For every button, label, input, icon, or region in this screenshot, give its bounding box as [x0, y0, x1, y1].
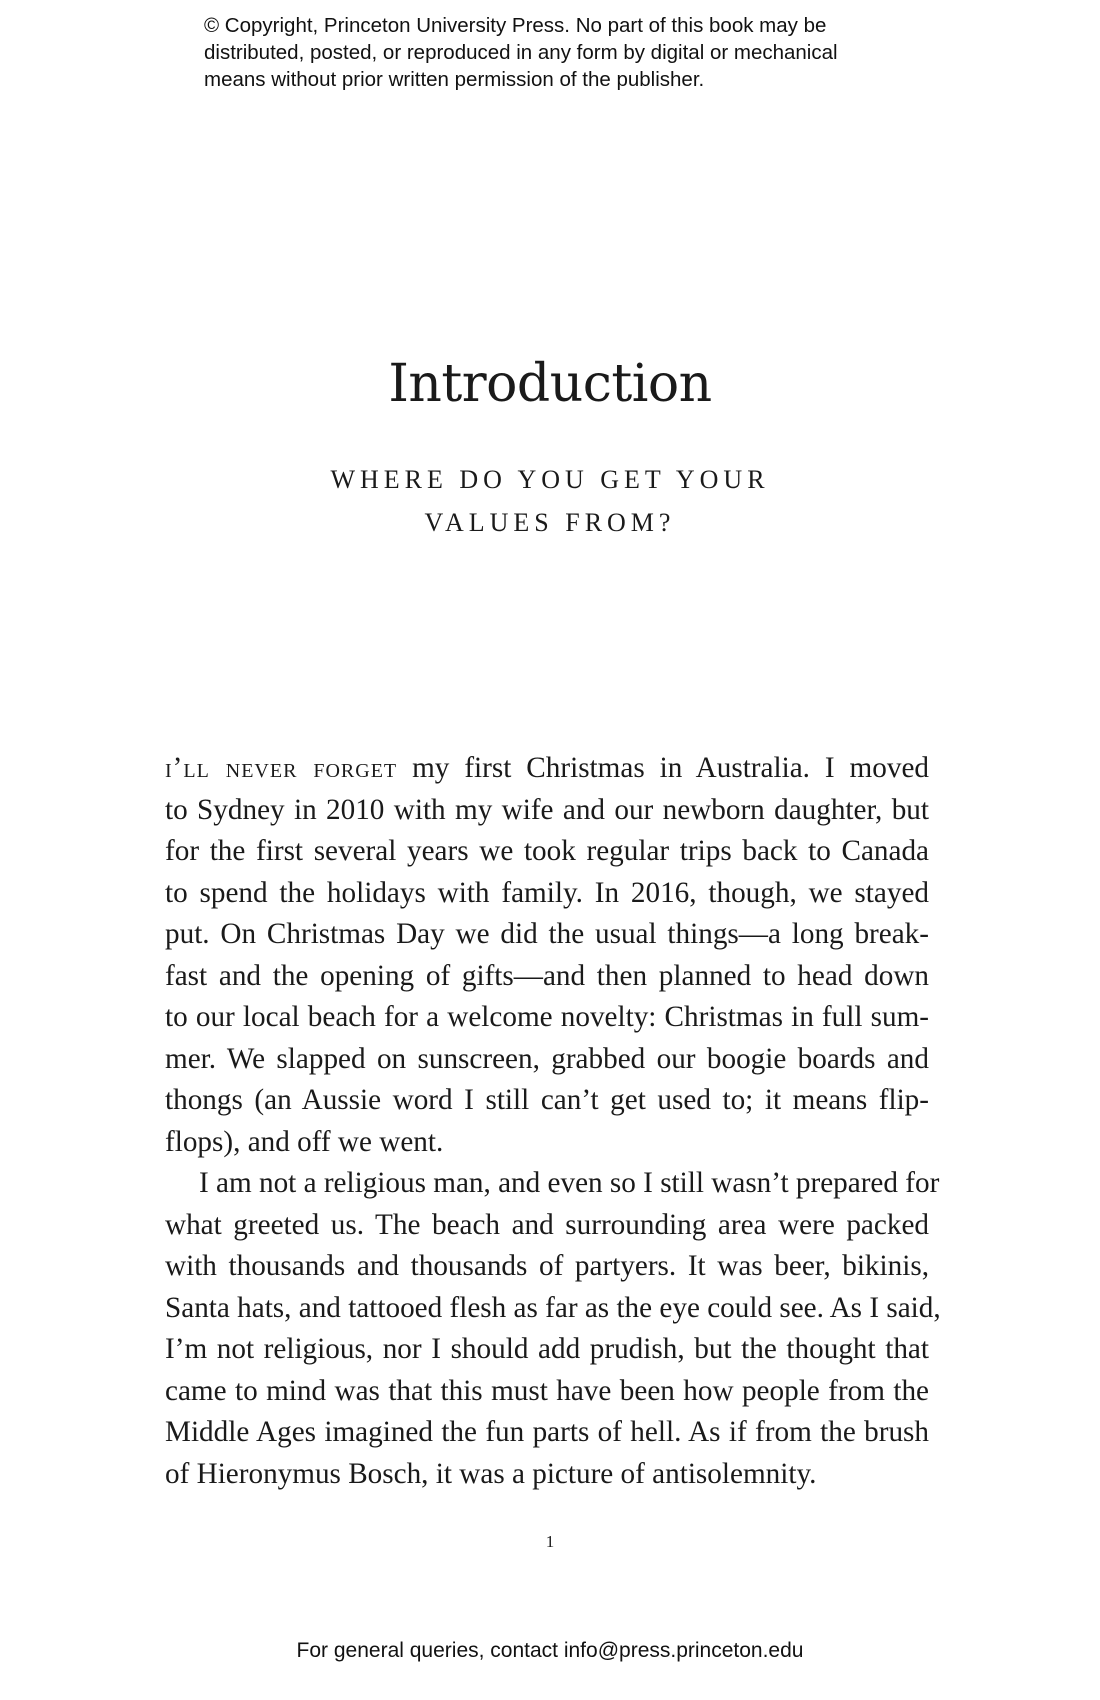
chapter-subtitle-line: WHERE DO YOU GET YOUR	[330, 465, 770, 494]
paragraph-line: to our local beach for a welcome novelty: Christmas in full sum-	[165, 1001, 929, 1033]
paragraph-line: came to mind was that this must have been how people from the	[165, 1374, 929, 1407]
paragraph-line: I am not a religious man, and even so I still wasn’t prepared for	[199, 1167, 940, 1199]
paragraph-line: of Hieronymus Bosch, it was a picture of antisolemnity.	[165, 1457, 817, 1490]
paragraph-1	[165, 748, 929, 1163]
paragraph-line: to Sydney in 2010 with my wife and our newborn daughter, but	[165, 793, 929, 826]
paragraph-line: fast and the opening of gifts—and then planned to head down	[165, 959, 929, 992]
paragraph-line: Santa hats, and tattooed flesh as far as the eye could see. As I said,	[165, 1291, 941, 1324]
page-number: 1	[545, 1532, 555, 1551]
paragraph-line	[165, 748, 929, 790]
paragraph-line: with thousands and thousands of partyers. It was beer, bikinis,	[165, 1250, 929, 1282]
copyright-notice	[204, 12, 924, 93]
paragraph-line: mer. We slapped on sunscreen, grabbed our boogie boards and	[165, 1042, 929, 1075]
line-text: my first Christmas in Australia. I moved	[397, 752, 929, 784]
copyright-line: distributed, posted, or reproduced in any form by digital or mechanical	[204, 41, 838, 64]
chapter-subtitle-line: VALUES FROM?	[424, 508, 676, 537]
opening-smallcaps: i’ll never forget	[165, 752, 398, 784]
chapter-subtitle	[0, 458, 1100, 544]
footer-contact: For general queries, contact info@press.princeton.edu	[296, 1639, 804, 1662]
paragraph-line: for the first several years we took regular trips back to Canada	[165, 835, 929, 867]
copyright-line: © Copyright, Princeton University Press. No part of this book may be	[204, 14, 827, 37]
body-text	[165, 748, 941, 1495]
paragraph-line: put. On Christmas Day we did the usual things—a long break-	[165, 918, 929, 950]
paragraph-line: what greeted us. The beach and surrounding area were packed	[165, 1208, 929, 1241]
paragraph-line: to spend the holidays with family. In 2016, though, we stayed	[165, 876, 929, 909]
copyright-line: means without prior written permission of the publisher.	[204, 68, 705, 91]
paragraph-line: I’m not religious, nor I should add prudish, but the thought that	[165, 1333, 929, 1365]
paragraph-line: thongs (an Aussie word I still can’t get used to; it means flip-	[165, 1084, 929, 1116]
chapter-title: Introduction	[388, 354, 712, 414]
paragraph-line: Middle Ages imagined the fun parts of hell. As if from the brush	[165, 1416, 929, 1448]
paragraph-line: flops), and off we went.	[165, 1125, 444, 1158]
paragraph-2	[165, 1163, 941, 1495]
